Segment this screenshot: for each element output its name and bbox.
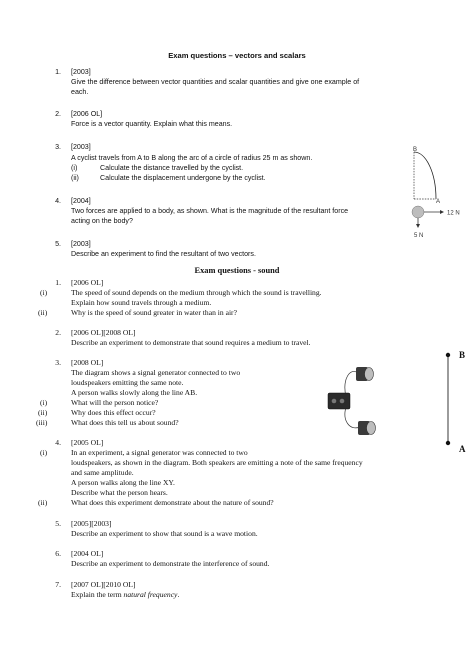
question-text: Describe an experiment to demonstrate the interference of sound. — [71, 559, 270, 568]
signal-generator-diagram — [322, 355, 386, 445]
question-text: Force is a vector quantity. Explain what this means. — [71, 120, 233, 128]
question-number: 1. — [55, 68, 61, 76]
question-text-suffix: . — [177, 590, 180, 599]
subpart-text: loudspeakers, as shown in the diagram. Both speakers are emitting a note of the same frequency — [71, 458, 363, 467]
vectors-title: Exam questions – vectors and scalars — [168, 51, 306, 60]
subpart-text: Why is the speed of sound greater in water than in air? — [71, 308, 237, 317]
force-label-12n: 12 N — [447, 210, 460, 217]
signal-generator-box — [328, 393, 350, 409]
point-b-label: B — [459, 350, 466, 360]
question-tag: [2006 OL] — [71, 278, 104, 287]
subpart-text: and same amplitude. — [71, 468, 134, 477]
question-tag: [2003] — [71, 240, 91, 248]
question-text: A person walks slowly along the line AB. — [71, 388, 198, 397]
knob-icon — [340, 399, 345, 404]
subpart-label: (i) — [71, 164, 78, 172]
subpart-text: Describe what the person hears. — [71, 488, 168, 497]
key-term: natural frequency — [123, 590, 178, 599]
subpart-label: (ii) — [71, 174, 79, 182]
subpart-label: (i) — [40, 448, 48, 457]
subpart-text: What does this tell us about sound? — [71, 418, 179, 427]
question-tag: [2003] — [71, 68, 91, 76]
question-tag: [2008 OL] — [71, 358, 104, 367]
point-a-dot — [446, 441, 450, 445]
question-text: acting on the body? — [71, 217, 133, 225]
question-number: 2. — [55, 328, 61, 337]
question-text: Two forces are applied to a body, as shown. What is the magnitude of the resultant force — [71, 207, 349, 215]
question-text: A cyclist travels from A to B along the arc of a circle of radius 25 m as shown. — [71, 154, 313, 162]
question-number: 5. — [55, 240, 61, 248]
question-number: 4. — [55, 438, 61, 447]
cable-bottom — [345, 407, 360, 428]
question-number: 3. — [55, 358, 61, 367]
subpart-text: A person walks along the line XY. — [71, 478, 175, 487]
arrowhead-icon — [440, 210, 444, 214]
subpart-label: (ii) — [38, 308, 48, 317]
point-a-label: A — [459, 444, 466, 454]
question-text: Describe an experiment to demonstrate that sound requires a medium to travel. — [71, 338, 311, 347]
body-ball — [412, 206, 424, 218]
question-text: Describe an experiment to show that sound is a wave motion. — [71, 529, 258, 538]
question-number: 3. — [55, 143, 61, 151]
subpart-text: Why does this effect occur? — [71, 408, 156, 417]
cyclist-arc-diagram — [400, 142, 440, 204]
point-b-dot — [446, 353, 450, 357]
question-text-prefix: Explain the term — [71, 590, 124, 599]
question-number: 6. — [55, 549, 61, 558]
speaker-cone-icon — [367, 422, 376, 435]
point-b-label: B — [413, 147, 418, 153]
question-number: 5. — [55, 519, 61, 528]
question-text: loudspeakers emitting the same note. — [71, 378, 184, 387]
subpart-text: The speed of sound depends on the medium through which the sound is travelling. — [71, 288, 322, 297]
subpart-text: Calculate the displacement undergone by the cyclist. — [100, 174, 266, 182]
knob-icon — [332, 399, 337, 404]
force-label-5n: 5 N — [414, 233, 424, 239]
subpart-label: (ii) — [38, 408, 48, 417]
point-a-label: A — [436, 199, 440, 204]
subpart-label: (i) — [40, 288, 48, 297]
question-number: 4. — [55, 197, 61, 205]
subpart-text: Calculate the distance travelled by the cyclist. — [100, 164, 244, 172]
subpart-label: (ii) — [38, 498, 48, 507]
arc-path — [414, 152, 436, 199]
question-tag: [2004 OL] — [71, 549, 104, 558]
question-tag: [2006 OL] — [71, 110, 103, 118]
question-text: Give the difference between vector quantities and scalar quantities and give one example of — [71, 78, 360, 86]
question-tag: [2006 OL][2008 OL] — [71, 328, 136, 337]
question-text: The diagram shows a signal generator connected to two — [71, 368, 241, 377]
arrowhead-icon — [416, 224, 420, 228]
subpart-text: Explain how sound travels through a medium. — [71, 298, 212, 307]
question-text — [71, 590, 179, 600]
speaker-cone-icon — [365, 368, 374, 381]
question-number: 2. — [55, 110, 61, 118]
subpart-text: What will the person notice? — [71, 398, 159, 407]
subpart-text: In an experiment, a signal generator was connected to two — [71, 448, 248, 457]
question-text: Describe an experiment to find the resultant of two vectors. — [71, 250, 256, 258]
line-ab-diagram — [440, 345, 474, 457]
question-tag: [2007 OL][2010 OL] — [71, 580, 136, 589]
question-text: each. — [71, 88, 89, 96]
subpart-label: (i) — [40, 398, 48, 407]
question-tag: [2004] — [71, 197, 91, 205]
question-number: 7. — [55, 580, 61, 589]
question-tag: [2005][2003] — [71, 519, 112, 528]
question-tag: [2005 OL] — [71, 438, 104, 447]
forces-diagram — [400, 200, 468, 242]
subpart-label: (iii) — [36, 418, 48, 427]
question-number: 1. — [55, 278, 61, 287]
subpart-text: What does this experiment demonstrate about the nature of sound? — [71, 498, 274, 507]
sound-title: Exam questions - sound — [194, 266, 280, 275]
question-tag: [2003] — [71, 143, 91, 151]
